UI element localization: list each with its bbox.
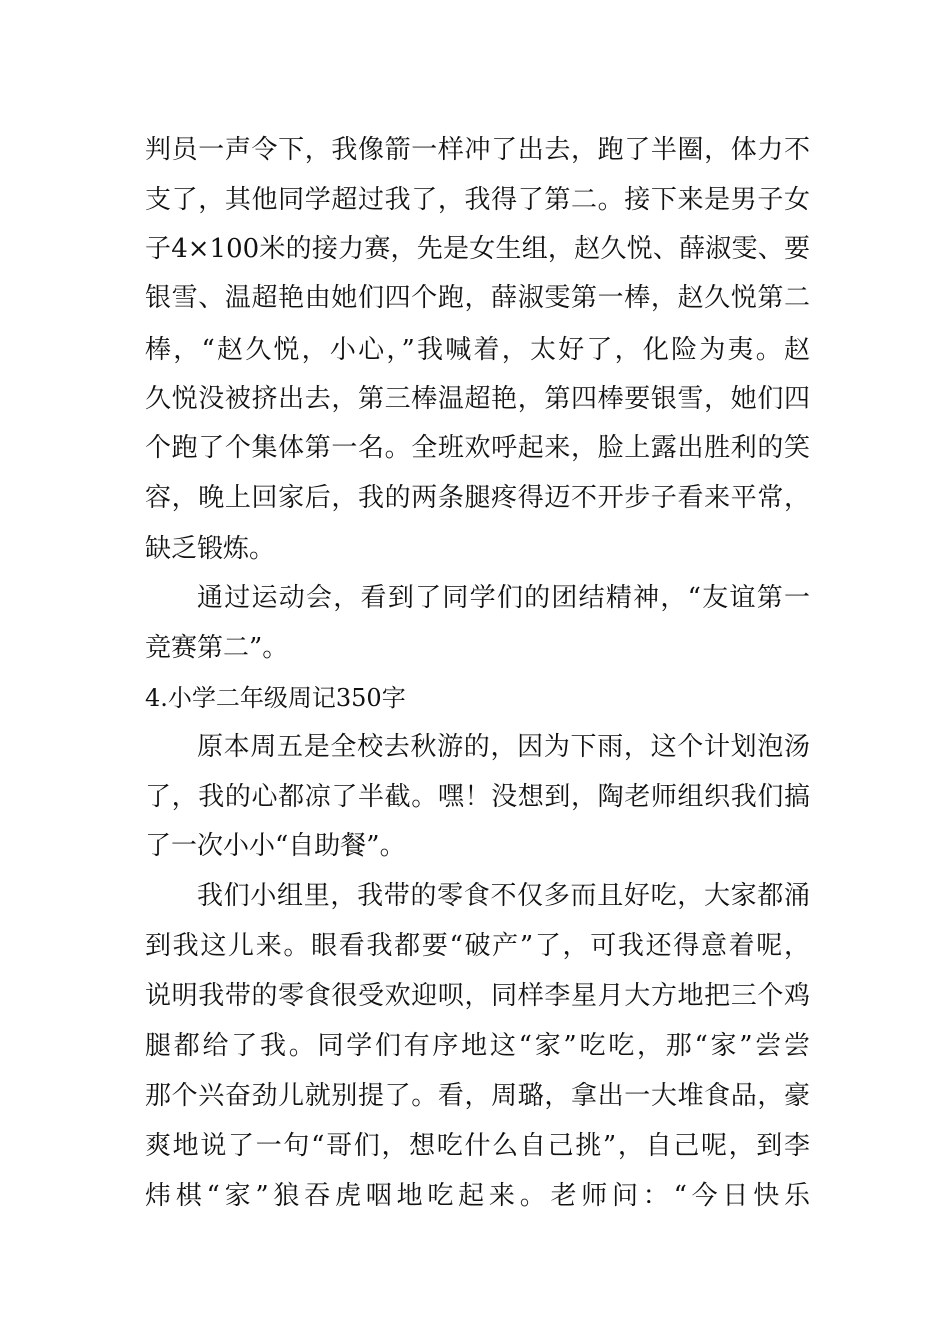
text-line: 那个兴奋劲儿就别提了。看，周璐，拿出一大堆食品，豪 — [145, 1081, 810, 1111]
text-line: 久悦没被挤出去，第三棒温超艳，第四棒要银雪，她们四 — [145, 384, 810, 414]
text-line: 了，我的心都凉了半截。嘿！没想到，陶老师组织我们搞 — [145, 782, 810, 812]
text-line: 银雪、温超艳由她们四个跑，薛淑雯第一棒，赵久悦第二 — [145, 283, 810, 313]
text-line: 通过运动会，看到了同学们的团结精神，“友谊第一 — [197, 583, 810, 613]
text-line: 子4×100米的接力赛，先是女生组，赵久悦、薛淑雯、要 — [145, 234, 810, 264]
text-line: 竞赛第二”。 — [145, 633, 289, 663]
text-line: 炜棋“家”狼吞虎咽地吃起来。老师问：“今日快乐 — [145, 1181, 810, 1211]
text-line: 说明我带的零食很受欢迎呗，同样李星月大方地把三个鸡 — [145, 981, 810, 1011]
text-line: 容，晚上回家后，我的两条腿疼得迈不开步子看来平常， — [145, 483, 810, 513]
text-line: 到我这儿来。眼看我都要“破产”了，可我还得意着呢， — [145, 931, 810, 961]
text-line: 爽地说了一句“哥们，想吃什么自己挑”，自己呢，到李 — [145, 1131, 810, 1161]
text-line: 腿都给了我。同学们有序地这“家”吃吃，那“家”尝尝 — [145, 1031, 810, 1061]
text-line: 缺乏锻炼。 — [145, 534, 276, 564]
text-line: 了一次小小“自助餐”。 — [145, 831, 406, 861]
text-line: 判员一声令下，我像箭一样冲了出去，跑了半圈，体力不 — [145, 135, 810, 165]
text-line: 原本周五是全校去秋游的，因为下雨，这个计划泡汤 — [197, 732, 810, 762]
section-heading: 4.小学二年级周记350字 — [145, 684, 406, 712]
text-line: 个跑了个集体第一名。全班欢呼起来，脸上露出胜利的笑 — [145, 433, 810, 463]
text-line: 支了，其他同学超过我了，我得了第二。接下来是男子女 — [145, 185, 810, 215]
text-line: 棒，“赵久悦，小心，”我喊着，太好了，化险为夷。赵 — [145, 335, 810, 365]
text-line: 我们小组里，我带的零食不仅多而且好吃，大家都涌 — [197, 881, 810, 911]
